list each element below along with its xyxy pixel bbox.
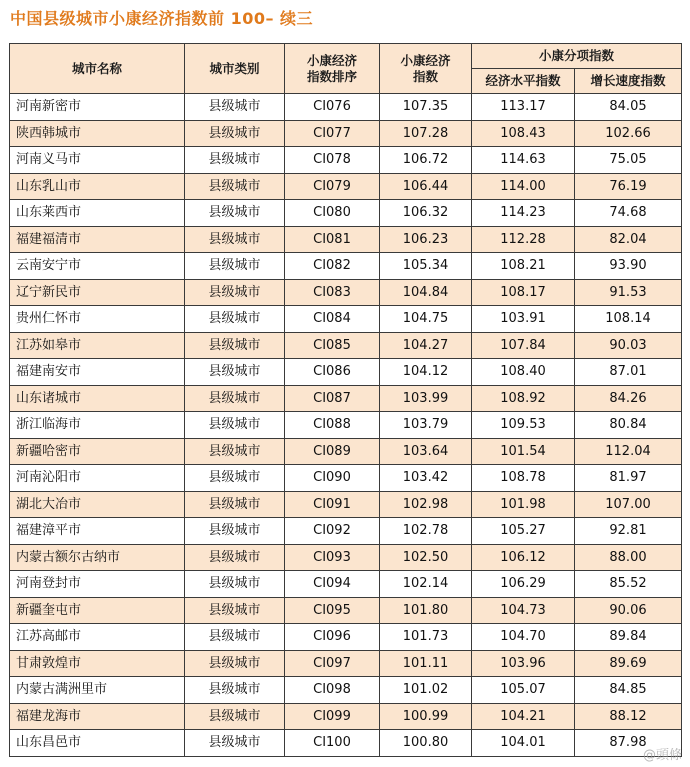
cell-index-rank: CI081: [285, 226, 380, 253]
cell-growth-speed: 92.81: [575, 518, 682, 545]
cell-city-name: 山东昌邑市: [10, 730, 185, 757]
cell-growth-speed: 74.68: [575, 200, 682, 227]
cell-growth-speed: 102.66: [575, 120, 682, 147]
cell-index-value: 103.79: [380, 412, 472, 439]
cell-index-value: 105.34: [380, 253, 472, 280]
cell-index-value: 106.44: [380, 173, 472, 200]
cell-growth-speed: 93.90: [575, 253, 682, 280]
header-sub-index-group: 小康分项指数: [472, 44, 682, 69]
cell-index-rank: CI080: [285, 200, 380, 227]
cell-city-name: 山东乳山市: [10, 173, 185, 200]
cell-growth-speed: 90.06: [575, 597, 682, 624]
cell-growth-speed: 89.84: [575, 624, 682, 651]
cell-city-type: 县级城市: [185, 518, 285, 545]
cell-economic-level: 107.84: [472, 332, 575, 359]
cell-economic-level: 106.12: [472, 544, 575, 571]
cell-city-type: 县级城市: [185, 173, 285, 200]
cell-city-type: 县级城市: [185, 120, 285, 147]
cell-growth-speed: 87.01: [575, 359, 682, 386]
header-index-rank-line2: 指数排序: [306, 68, 357, 84]
cell-economic-level: 104.73: [472, 597, 575, 624]
cell-economic-level: 114.63: [472, 147, 575, 174]
cell-city-type: 县级城市: [185, 571, 285, 598]
cell-city-type: 县级城市: [185, 94, 285, 121]
cell-index-value: 102.50: [380, 544, 472, 571]
watermark: @頭條: [642, 748, 682, 763]
cell-city-type: 县级城市: [185, 544, 285, 571]
cell-index-rank: CI083: [285, 279, 380, 306]
cell-index-rank: CI077: [285, 120, 380, 147]
cell-city-type: 县级城市: [185, 491, 285, 518]
table-row: [10, 677, 682, 704]
cell-index-rank: CI090: [285, 465, 380, 492]
cell-economic-level: 104.21: [472, 703, 575, 730]
table-row: [10, 491, 682, 518]
cell-growth-speed: 76.19: [575, 173, 682, 200]
page-title: 中国县级城市小康经济指数前 100– 续三: [10, 9, 314, 28]
table-row: [10, 173, 682, 200]
cell-growth-speed: 82.04: [575, 226, 682, 253]
cell-index-value: 104.84: [380, 279, 472, 306]
cell-index-value: 101.80: [380, 597, 472, 624]
cell-economic-level: 108.40: [472, 359, 575, 386]
cell-economic-level: 108.92: [472, 385, 575, 412]
cell-index-value: 103.64: [380, 438, 472, 465]
cell-index-value: 107.28: [380, 120, 472, 147]
cell-city-type: 县级城市: [185, 147, 285, 174]
cell-city-type: 县级城市: [185, 306, 285, 333]
cell-growth-speed: 91.53: [575, 279, 682, 306]
table-row: [10, 544, 682, 571]
cell-city-type: 县级城市: [185, 650, 285, 677]
cell-economic-level: 108.17: [472, 279, 575, 306]
cell-city-type: 县级城市: [185, 438, 285, 465]
table-row: [10, 703, 682, 730]
cell-index-value: 102.98: [380, 491, 472, 518]
cell-index-value: 106.23: [380, 226, 472, 253]
cell-city-type: 县级城市: [185, 412, 285, 439]
cell-city-type: 县级城市: [185, 597, 285, 624]
cell-index-rank: CI087: [285, 385, 380, 412]
cell-index-value: 101.11: [380, 650, 472, 677]
table-row: [10, 359, 682, 386]
cell-economic-level: 105.27: [472, 518, 575, 545]
cell-growth-speed: 107.00: [575, 491, 682, 518]
cell-index-rank: CI091: [285, 491, 380, 518]
cell-growth-speed: 84.26: [575, 385, 682, 412]
cell-city-name: 福建漳平市: [10, 518, 185, 545]
cell-city-name: 福建福清市: [10, 226, 185, 253]
cell-economic-level: 109.53: [472, 412, 575, 439]
table-row: [10, 650, 682, 677]
cell-index-value: 101.73: [380, 624, 472, 651]
table-row: [10, 385, 682, 412]
cell-city-name: 河南义马市: [10, 147, 185, 174]
cell-growth-speed: 89.69: [575, 650, 682, 677]
cell-city-name: 江苏如皋市: [10, 332, 185, 359]
cell-economic-level: 108.21: [472, 253, 575, 280]
header-index-value: [380, 44, 472, 94]
cell-economic-level: 114.23: [472, 200, 575, 227]
cell-city-name: 贵州仁怀市: [10, 306, 185, 333]
cell-growth-speed: 84.85: [575, 677, 682, 704]
cell-city-type: 县级城市: [185, 385, 285, 412]
cell-growth-speed: 90.03: [575, 332, 682, 359]
cell-city-name: 福建龙海市: [10, 703, 185, 730]
header-economic-level: 经济水平指数: [472, 69, 575, 94]
cell-index-value: 104.27: [380, 332, 472, 359]
cell-index-rank: CI086: [285, 359, 380, 386]
header-index-value-line1: 小康经济: [400, 52, 451, 68]
cell-index-value: 100.99: [380, 703, 472, 730]
cell-growth-speed: 81.97: [575, 465, 682, 492]
table-row: [10, 730, 682, 757]
cell-index-rank: CI079: [285, 173, 380, 200]
cell-index-rank: CI095: [285, 597, 380, 624]
cell-city-name: 云南安宁市: [10, 253, 185, 280]
cell-city-name: 新疆哈密市: [10, 438, 185, 465]
table-row: [10, 306, 682, 333]
cell-index-rank: CI082: [285, 253, 380, 280]
table-row: [10, 624, 682, 651]
header-index-rank-line1: 小康经济: [306, 52, 357, 68]
cell-economic-level: 101.54: [472, 438, 575, 465]
header-index-rank: [285, 44, 380, 94]
cell-growth-speed: 88.12: [575, 703, 682, 730]
cell-city-name: 江苏高邮市: [10, 624, 185, 651]
cell-city-type: 县级城市: [185, 730, 285, 757]
cell-city-name: 河南新密市: [10, 94, 185, 121]
cell-index-value: 101.02: [380, 677, 472, 704]
cell-index-value: 102.78: [380, 518, 472, 545]
header-city-type: 城市类别: [185, 44, 285, 94]
table-row: [10, 253, 682, 280]
cell-city-type: 县级城市: [185, 332, 285, 359]
table-row: [10, 279, 682, 306]
table-row: [10, 465, 682, 492]
cell-index-rank: CI098: [285, 677, 380, 704]
cell-index-rank: CI092: [285, 518, 380, 545]
table-row: [10, 332, 682, 359]
cell-economic-level: 108.78: [472, 465, 575, 492]
cell-economic-level: 105.07: [472, 677, 575, 704]
cell-economic-level: 112.28: [472, 226, 575, 253]
table-row: [10, 94, 682, 121]
header-growth-speed: 增长速度指数: [575, 69, 682, 94]
cell-growth-speed: 75.05: [575, 147, 682, 174]
cell-city-name: 福建南安市: [10, 359, 185, 386]
cell-city-name: 内蒙古额尔古纳市: [10, 544, 185, 571]
table-row: [10, 597, 682, 624]
cell-city-name: 山东诸城市: [10, 385, 185, 412]
cell-growth-speed: 112.04: [575, 438, 682, 465]
cell-index-value: 104.75: [380, 306, 472, 333]
table-row: [10, 438, 682, 465]
cell-index-value: 107.35: [380, 94, 472, 121]
cell-economic-level: 113.17: [472, 94, 575, 121]
cell-index-rank: CI097: [285, 650, 380, 677]
table-row: [10, 518, 682, 545]
table-body: [10, 94, 682, 757]
cell-city-name: 甘肃敦煌市: [10, 650, 185, 677]
cell-city-name: 辽宁新民市: [10, 279, 185, 306]
cell-index-value: 103.42: [380, 465, 472, 492]
cell-growth-speed: 80.84: [575, 412, 682, 439]
cell-index-rank: CI076: [285, 94, 380, 121]
cell-growth-speed: 88.00: [575, 544, 682, 571]
cell-economic-level: 114.00: [472, 173, 575, 200]
cell-index-value: 103.99: [380, 385, 472, 412]
cell-growth-speed: 87.98: [575, 730, 682, 757]
cell-city-type: 县级城市: [185, 253, 285, 280]
cell-economic-level: 104.70: [472, 624, 575, 651]
cell-index-rank: CI078: [285, 147, 380, 174]
cell-growth-speed: 85.52: [575, 571, 682, 598]
cell-index-rank: CI088: [285, 412, 380, 439]
cell-city-type: 县级城市: [185, 465, 285, 492]
cell-city-type: 县级城市: [185, 677, 285, 704]
cell-city-name: 浙江临海市: [10, 412, 185, 439]
cell-index-rank: CI085: [285, 332, 380, 359]
cell-index-rank: CI100: [285, 730, 380, 757]
cell-index-rank: CI089: [285, 438, 380, 465]
cell-city-name: 湖北大冶市: [10, 491, 185, 518]
cell-economic-level: 108.43: [472, 120, 575, 147]
cell-economic-level: 103.96: [472, 650, 575, 677]
cell-index-value: 100.80: [380, 730, 472, 757]
cell-index-rank: CI093: [285, 544, 380, 571]
cell-index-rank: CI084: [285, 306, 380, 333]
cell-index-rank: CI094: [285, 571, 380, 598]
cell-index-value: 104.12: [380, 359, 472, 386]
cell-index-value: 106.72: [380, 147, 472, 174]
cell-growth-speed: 108.14: [575, 306, 682, 333]
cell-city-name: 新疆奎屯市: [10, 597, 185, 624]
cell-city-type: 县级城市: [185, 226, 285, 253]
cell-index-rank: CI096: [285, 624, 380, 651]
table-row: [10, 412, 682, 439]
cell-city-name: 河南登封市: [10, 571, 185, 598]
cell-economic-level: 106.29: [472, 571, 575, 598]
city-index-table: [9, 43, 682, 757]
header-index-value-line2: 指数: [412, 68, 438, 84]
cell-index-rank: CI099: [285, 703, 380, 730]
cell-city-type: 县级城市: [185, 624, 285, 651]
table-row: [10, 571, 682, 598]
cell-economic-level: 103.91: [472, 306, 575, 333]
cell-economic-level: 101.98: [472, 491, 575, 518]
cell-city-type: 县级城市: [185, 279, 285, 306]
cell-city-name: 内蒙古满洲里市: [10, 677, 185, 704]
cell-index-value: 106.32: [380, 200, 472, 227]
table-row: [10, 147, 682, 174]
table-row: [10, 226, 682, 253]
cell-index-value: 102.14: [380, 571, 472, 598]
cell-city-type: 县级城市: [185, 703, 285, 730]
cell-city-type: 县级城市: [185, 359, 285, 386]
cell-city-name: 陕西韩城市: [10, 120, 185, 147]
cell-growth-speed: 84.05: [575, 94, 682, 121]
table-row: [10, 120, 682, 147]
cell-city-name: 山东莱西市: [10, 200, 185, 227]
cell-city-name: 河南沁阳市: [10, 465, 185, 492]
cell-economic-level: 104.01: [472, 730, 575, 757]
header-city-name: 城市名称: [10, 44, 185, 94]
table-row: [10, 200, 682, 227]
cell-city-type: 县级城市: [185, 200, 285, 227]
